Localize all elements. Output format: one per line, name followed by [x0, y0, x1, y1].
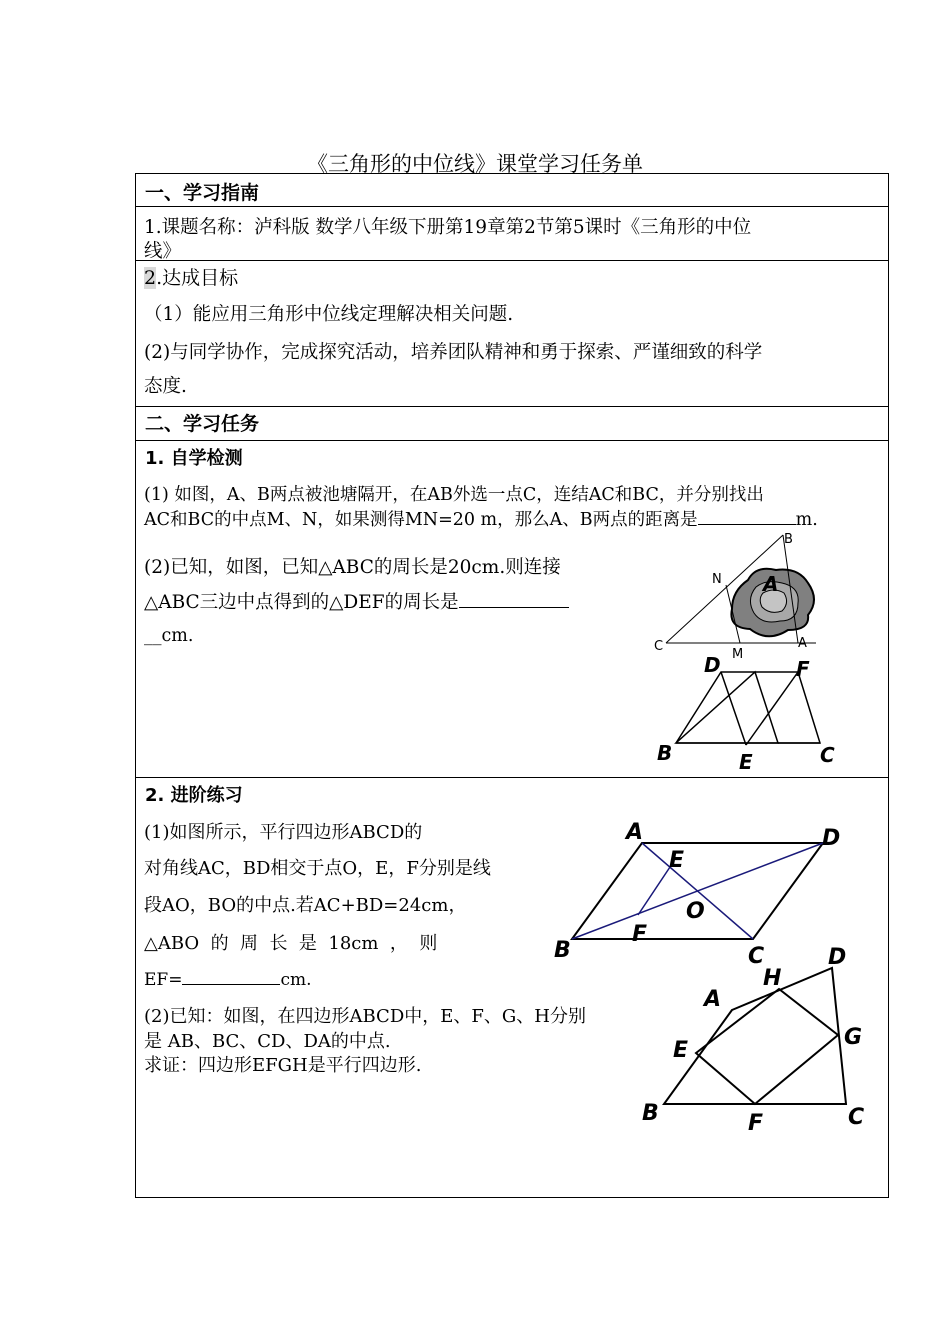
advanced-q1-line4: △ABO 的 周 长 是 18cm ， 则 — [144, 933, 438, 954]
advanced-heading: 2. 进阶练习 — [145, 785, 243, 806]
goal-1: （1）能应用三角形中位线定理解决相关问题. — [144, 304, 514, 325]
fig4-label-d: D — [828, 945, 847, 970]
topic-row — [136, 206, 888, 260]
advanced-q2-line1: (2)已知：如图，在四边形ABCD中，E、F、G、H分别 — [144, 1006, 586, 1027]
section1-heading: 一、学习指南 — [145, 182, 260, 204]
advanced-q2-line2: 是 AB、BC、CD、DA的中点. — [144, 1031, 391, 1052]
fig2-label-d: D — [704, 653, 721, 677]
answer-blank-ef[interactable] — [182, 966, 280, 985]
self-test-q1-text: AC和BC的中点M、N，如果测得MN=20 m，那么A、B两点的距离是 — [144, 510, 698, 530]
triangle-abc — [676, 672, 778, 743]
page-title: 《三角形的中位线》课堂学习任务单 — [307, 152, 643, 176]
self-test-q2-blank-tail: __ — [144, 626, 162, 646]
fig3-label-b: B — [554, 938, 571, 963]
section2-heading: 二、学习任务 — [145, 413, 260, 435]
advanced-q1-line3: 段AO，BO的中点.若AC+BD=24cm， — [144, 895, 467, 916]
fig3-label-a: A — [626, 820, 644, 845]
goal-number: 2 — [144, 267, 157, 289]
fig1-label-a-pond: A — [763, 572, 779, 596]
fig3-label-f: F — [632, 922, 648, 947]
fig3-label-e: E — [669, 848, 685, 873]
self-test-q2-line1: (2)已知，如图，已知△ABC的周长是20cm.则连接 — [144, 557, 561, 578]
fig2-label-c: C — [820, 743, 835, 767]
fig4-label-b: B — [642, 1101, 659, 1126]
answer-blank-distance[interactable] — [698, 506, 796, 525]
advanced-q1-unit: cm. — [280, 970, 312, 990]
fig3-label-c: C — [748, 944, 765, 965]
fig2-label-f: F — [796, 657, 810, 681]
mid-e-f — [746, 672, 798, 745]
triangle-def-figure — [648, 650, 848, 780]
fig2-label-b: B — [657, 741, 673, 765]
self-test-heading: 1. 自学检测 — [145, 448, 243, 469]
triangle-abc-left — [676, 672, 820, 743]
self-test-q2-unit: cm. — [161, 626, 194, 646]
diagonal-bd — [572, 843, 823, 939]
advanced-q1-line2: 对角线AC，BD相交于点O，E，F分别是线 — [144, 858, 491, 879]
topic-line2: 线》 — [144, 241, 182, 262]
advanced-q2-line3: 求证：四边形EFGH是平行四边形. — [144, 1055, 422, 1076]
fig2-label-e: E — [739, 750, 753, 774]
self-test-q2-text: △ABC三边中点得到的△DEF的周长是 — [144, 592, 459, 613]
section2-heading-row — [136, 406, 888, 440]
goals-row — [136, 260, 888, 406]
fig1-label-b: B — [784, 532, 793, 547]
goal-2-line2: 态度. — [144, 376, 187, 397]
topic-line1: 1.课题名称：泸科版 数学八年级下册第19章第2节第5课时《三角形的中位 — [144, 217, 752, 238]
quadrilateral-abcd — [664, 968, 846, 1104]
fig4-label-f: F — [748, 1111, 764, 1136]
answer-blank-perimeter[interactable] — [459, 589, 569, 608]
goal-label: .达成目标 — [156, 267, 239, 289]
goal-heading — [144, 263, 238, 290]
self-test-q1-unit: m. — [795, 510, 818, 530]
goal-2-line1: (2)与同学协作，完成探究活动，培养团队精神和勇于探索、严谨细致的科学 — [144, 342, 763, 363]
self-test-q2-line3 — [144, 626, 193, 646]
fig1-label-a: A — [798, 636, 807, 651]
fig3-label-o: O — [686, 899, 705, 924]
fig4-label-a: A — [704, 987, 722, 1012]
fig1-label-c: C — [654, 639, 664, 654]
fig4-label-g: G — [844, 1025, 863, 1050]
fig4-label-h: H — [763, 966, 782, 991]
fig1-label-m: M — [732, 647, 744, 662]
self-test-q2-line2 — [144, 588, 569, 614]
fig4-label-c: C — [848, 1105, 865, 1130]
pond-figure — [648, 525, 838, 665]
fig4-label-e: E — [673, 1038, 689, 1063]
advanced-q1-line5 — [144, 966, 312, 990]
self-test-q1-line1: (1) 如图，A、B两点被池塘隔开，在AB外选一点C，连结AC和BC，并分别找出 — [144, 485, 764, 505]
fig1-label-n: N — [712, 572, 722, 587]
fig3-label-d: D — [822, 826, 841, 851]
advanced-q1-ef-label: EF= — [144, 970, 183, 990]
advanced-q1-line1: (1)如图所示，平行四边形ABCD的 — [144, 822, 423, 843]
quadrilateral-figure — [632, 940, 882, 1140]
